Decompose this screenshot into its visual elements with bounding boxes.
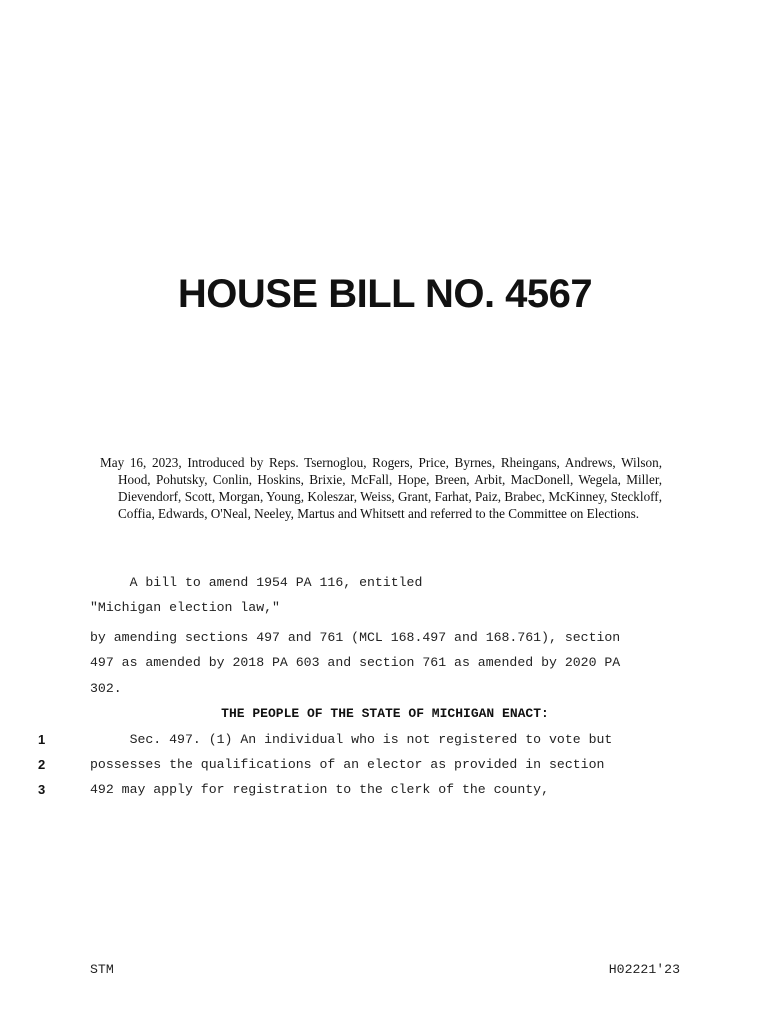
line-number: 1 <box>38 732 46 747</box>
bill-title: HOUSE BILL NO. 4567 <box>177 272 593 316</box>
footer-drafter-code: STM <box>90 962 114 977</box>
numbered-line: 492 may apply for registration to the clerk of the county, <box>90 782 549 797</box>
line-number: 3 <box>38 782 46 797</box>
amend-line: A bill to amend 1954 PA 116, entitled <box>90 575 423 590</box>
introduction-paragraph: May 16, 2023, Introduced by Reps. Tsernoglou, Rogers, Price, Byrnes, Rheingans, Andrews, Wilson, Hood, Pohutsky, Conlin, Hoskins, Brixie, McFall, Hope, Breen, Arbit, MacDonell, Wegela, Miller, Dievendorf, Scott, Morgan, Young, Koleszar, Weiss, Grant, Farhat, Paiz, Brabec, McKinney, Steckloff, Coffia, Edwards, O'Neal, Neeley, Martus and Whitsett and referred to the Committee on Elections. <box>100 455 662 521</box>
entitled-line: "Michigan election law," <box>90 600 280 615</box>
numbered-line: possesses the qualifications of an elector as provided in section <box>90 757 605 772</box>
line-number: 2 <box>38 757 46 772</box>
amending-line-1: by amending sections 497 and 761 (MCL 168.497 and 168.761), section <box>90 630 621 645</box>
footer-document-code: H02221'23 <box>608 962 680 977</box>
enacting-clause: THE PEOPLE OF THE STATE OF MICHIGAN ENACT: <box>221 706 549 721</box>
numbered-line: Sec. 497. (1) An individual who is not registered to vote but <box>90 732 613 747</box>
amending-line-2: 497 as amended by 2018 PA 603 and section 761 as amended by 2020 PA <box>90 655 621 670</box>
amending-line-3: 302. <box>90 681 122 696</box>
